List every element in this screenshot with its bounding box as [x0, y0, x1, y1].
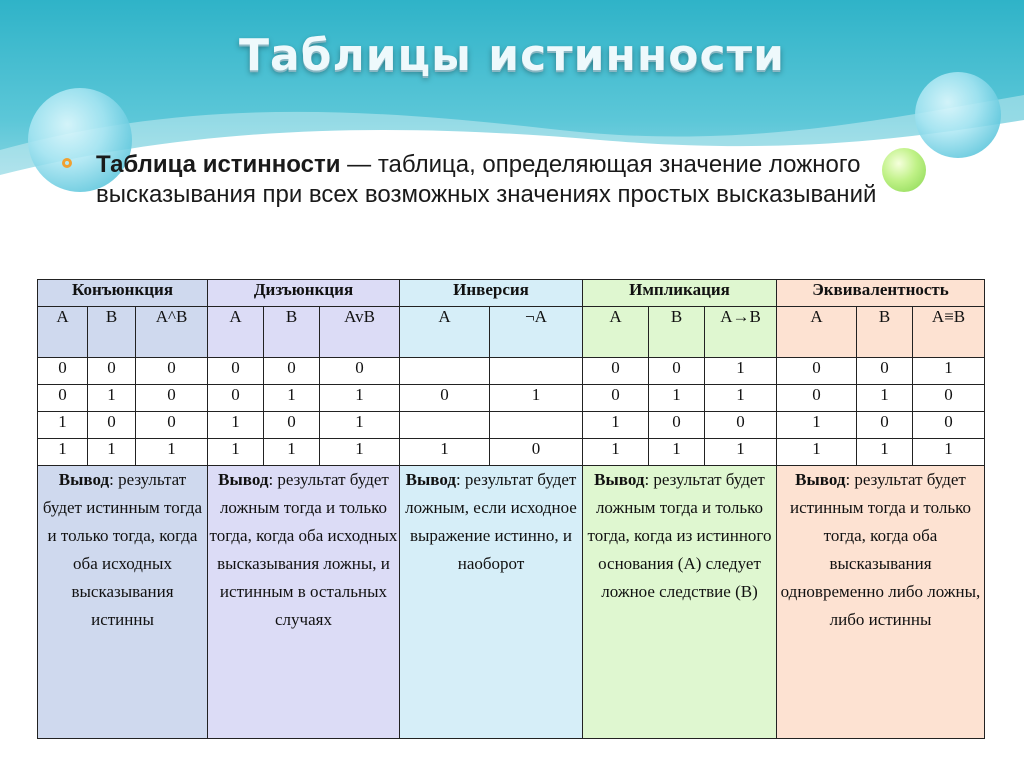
table-row: [38, 439, 985, 466]
slide-title: Таблицы истинности: [239, 30, 785, 81]
bullet-icon: [62, 158, 72, 168]
conclusion-row: [38, 466, 985, 739]
value-cell: 1: [136, 439, 208, 466]
conclusion-equivalence: [777, 466, 985, 739]
definition-term: Таблица истинности: [96, 151, 341, 178]
value-cell: 0: [705, 412, 777, 439]
subheader-cell: B: [857, 307, 913, 358]
subheader-cell: B: [88, 307, 136, 358]
value-cell: 1: [88, 385, 136, 412]
subheader-cell: B: [264, 307, 320, 358]
value-cell: 1: [777, 439, 857, 466]
value-cell: 1: [705, 358, 777, 385]
conclusion-text: : результат будет истинным тогда и только тогда, когда оба исходных высказывания истинны: [42, 470, 203, 629]
conclusion-text: : результат будет ложным, если исходное выражение истинно, и наоборот: [405, 470, 577, 573]
value-cell: 0: [208, 358, 264, 385]
value-cell: 0: [777, 358, 857, 385]
subheader-cell: A: [400, 307, 490, 358]
definition-text: [96, 150, 962, 210]
value-cell: [400, 358, 490, 385]
value-cell: 1: [264, 439, 320, 466]
subheader-cell: A: [208, 307, 264, 358]
value-cell: 0: [583, 385, 649, 412]
value-cell: 1: [400, 439, 490, 466]
conclusion-implication: [583, 466, 777, 739]
value-cell: 1: [857, 439, 913, 466]
value-cell: 1: [857, 385, 913, 412]
value-cell: 1: [490, 385, 583, 412]
value-cell: 0: [136, 358, 208, 385]
value-cell: 1: [264, 385, 320, 412]
definition-block: [62, 150, 962, 210]
conclusion-disjunction: [208, 466, 400, 739]
subheader-cell: A≡B: [913, 307, 985, 358]
subheader-cell: A: [583, 307, 649, 358]
truth-table: [37, 279, 985, 739]
value-cell: 1: [320, 412, 400, 439]
conclusion-label: Вывод: [58, 470, 110, 489]
value-cell: 0: [649, 412, 705, 439]
table-subheader-row: [38, 307, 985, 358]
table-group-header-row: [38, 280, 985, 307]
value-cell: 1: [649, 385, 705, 412]
table-row: [38, 358, 985, 385]
value-cell: 0: [136, 412, 208, 439]
value-cell: 1: [320, 439, 400, 466]
value-cell: 1: [208, 439, 264, 466]
conclusion-label: Вывод: [218, 470, 269, 489]
value-cell: 0: [857, 412, 913, 439]
value-cell: 0: [777, 385, 857, 412]
value-cell: 0: [264, 358, 320, 385]
subheader-cell: AvB: [320, 307, 400, 358]
group-header-implication: Импликация: [583, 280, 777, 307]
subheader-cell: A: [777, 307, 857, 358]
value-cell: 0: [88, 412, 136, 439]
conclusion-label: Вывод: [594, 470, 645, 489]
value-cell: 0: [913, 412, 985, 439]
value-cell: 0: [320, 358, 400, 385]
value-cell: 1: [705, 385, 777, 412]
value-cell: 0: [400, 385, 490, 412]
value-cell: 0: [857, 358, 913, 385]
conclusion-text: : результат будет истинным тогда и только тогда, когда оба высказывания одновременно либо ложны, либо истинны: [780, 470, 981, 629]
value-cell: 1: [777, 412, 857, 439]
conclusion-label: Вывод: [405, 470, 456, 489]
subheader-cell: B: [649, 307, 705, 358]
subheader-cell: ¬A: [490, 307, 583, 358]
table-row: [38, 412, 985, 439]
value-cell: 1: [38, 412, 88, 439]
value-cell: 1: [208, 412, 264, 439]
value-cell: 0: [913, 385, 985, 412]
subheader-cell: A: [38, 307, 88, 358]
conclusion-text: : результат будет ложным тогда и только тогда, когда оба исходных высказывания ложны, и истинным в остальных случаях: [209, 470, 398, 629]
conclusion-inversion: [400, 466, 583, 739]
group-header-equivalence: Эквивалентность: [777, 280, 985, 307]
value-cell: [400, 412, 490, 439]
value-cell: 1: [705, 439, 777, 466]
value-cell: [490, 358, 583, 385]
value-cell: 1: [583, 439, 649, 466]
group-header-disjunction: Дизъюнкция: [208, 280, 400, 307]
value-cell: 1: [88, 439, 136, 466]
value-cell: 1: [649, 439, 705, 466]
value-cell: 0: [649, 358, 705, 385]
value-cell: 0: [136, 385, 208, 412]
value-cell: 0: [38, 358, 88, 385]
value-cell: 0: [38, 385, 88, 412]
value-cell: 1: [913, 439, 985, 466]
definition-description: — таблица, определяющая значение ложного высказывания при всех возможных значениях простых высказываний: [96, 151, 877, 208]
value-cell: 1: [913, 358, 985, 385]
value-cell: 0: [264, 412, 320, 439]
group-header-conjunction: Конъюнкция: [38, 280, 208, 307]
conclusion-conjunction: [38, 466, 208, 739]
bubble-decoration-right: [915, 72, 1001, 158]
value-cell: 0: [208, 385, 264, 412]
subheader-cell: A→B: [705, 307, 777, 358]
table-row: [38, 385, 985, 412]
subheader-cell: A^B: [136, 307, 208, 358]
value-cell: 0: [490, 439, 583, 466]
value-cell: [490, 412, 583, 439]
value-cell: 1: [38, 439, 88, 466]
conclusion-label: Вывод: [795, 470, 846, 489]
conclusion-text: : результат будет ложным тогда и только тогда, когда из истинного основания (A) следует ложное следствие (B): [587, 470, 772, 601]
value-cell: 0: [583, 358, 649, 385]
value-cell: 1: [583, 412, 649, 439]
value-cell: 1: [320, 385, 400, 412]
value-cell: 0: [88, 358, 136, 385]
group-header-inversion: Инверсия: [400, 280, 583, 307]
